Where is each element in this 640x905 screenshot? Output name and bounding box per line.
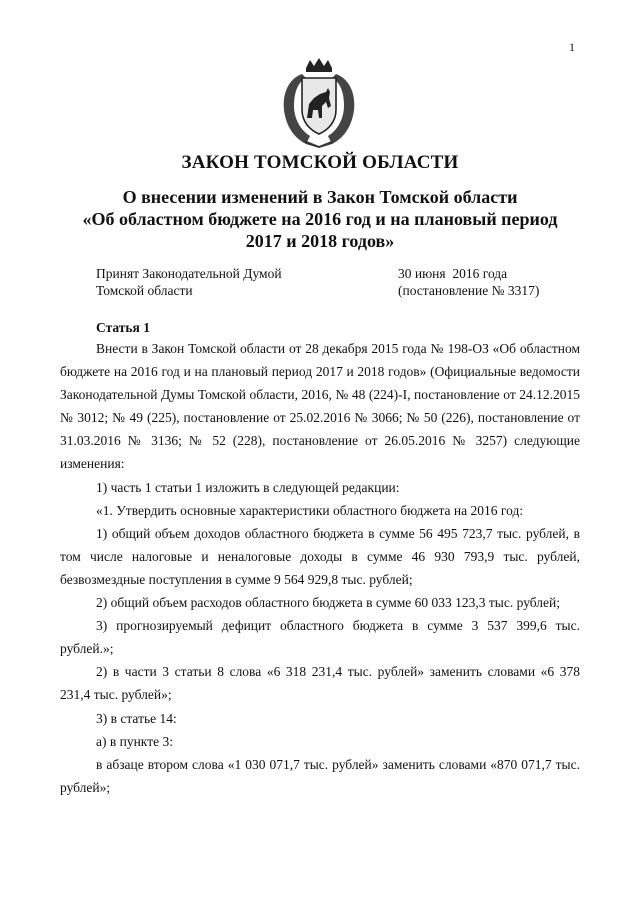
article-body bbox=[60, 337, 580, 799]
adoption-body-line-1: Принят Законодательной Думой bbox=[96, 266, 282, 281]
paragraph: в абзаце втором слова «1 030 071,7 тыс. рублей» заменить словами «870 071,7 тыс. рублей»; bbox=[60, 756, 580, 795]
paragraph: 2) в части 3 статьи 8 слова «6 318 231,4 тыс. рублей» заменить словами «6 378 231,4 тыс. рублей»; bbox=[60, 664, 580, 703]
law-title: ЗАКОН ТОМСКОЙ ОБЛАСТИ bbox=[181, 152, 459, 173]
adoption-date-block bbox=[398, 265, 539, 299]
adoption-body-line-2: Томской области bbox=[96, 283, 193, 298]
paragraph: 2) общий объем расходов областного бюджета в сумме 60 033 123,3 тыс. рублей; bbox=[96, 595, 560, 611]
paragraph: 3) в статье 14: bbox=[96, 710, 177, 726]
paragraph: 1) общий объем доходов областного бюджета в сумме 56 495 723,7 тыс. рублей, в том числе налоговые и неналоговые доходы в сумме 46 930 793,9 тыс. рублей, безвозмездные поступления в сумме 9 564 929,8 тыс. рублей; bbox=[60, 525, 580, 587]
article-heading: Статья 1 bbox=[96, 320, 150, 335]
paragraph: а) в пункте 3: bbox=[96, 733, 173, 749]
coat-of-arms-icon bbox=[276, 58, 362, 148]
paragraph: Внести в Закон Томской области от 28 декабря 2015 года № 198-ОЗ «Об областном бюджете на 2016 год и на плановый период 2017 и 2018 годов» (Официальные ведомости Законодательной Думы Томской области, 2016, № 48 (224)-I, постановление от 24.12.2015 № 3012; № 49 (225), постановление от 25.02.2016 № 3066; № 50 (226), постановление от 31.03.2016 № 3136; № 52 (228), постановление от 26.05.2016 № 3257) следующие изменения: bbox=[60, 341, 580, 472]
subtitle-line-1: О внесении изменений в Закон Томской области bbox=[122, 187, 518, 207]
paragraph: «1. Утвердить основные характеристики областного бюджета на 2016 год: bbox=[96, 502, 524, 518]
paragraph: 3) прогнозируемый дефицит областного бюджета в сумме 3 537 399,6 тыс. рублей.»; bbox=[60, 618, 580, 657]
adoption-date: 30 июня 2016 года bbox=[398, 266, 508, 281]
subtitle bbox=[50, 186, 590, 252]
adoption-body bbox=[96, 265, 282, 299]
subtitle-line-2: «Об областном бюджете на 2016 год и на плановый период bbox=[82, 209, 558, 229]
subtitle-line-3: 2017 и 2018 годов» bbox=[245, 231, 395, 251]
page-number: 1 bbox=[569, 40, 575, 54]
paragraph: 1) часть 1 статьи 1 изложить в следующей редакции: bbox=[96, 479, 400, 495]
adoption-resolution: (постановление № 3317) bbox=[398, 283, 540, 298]
